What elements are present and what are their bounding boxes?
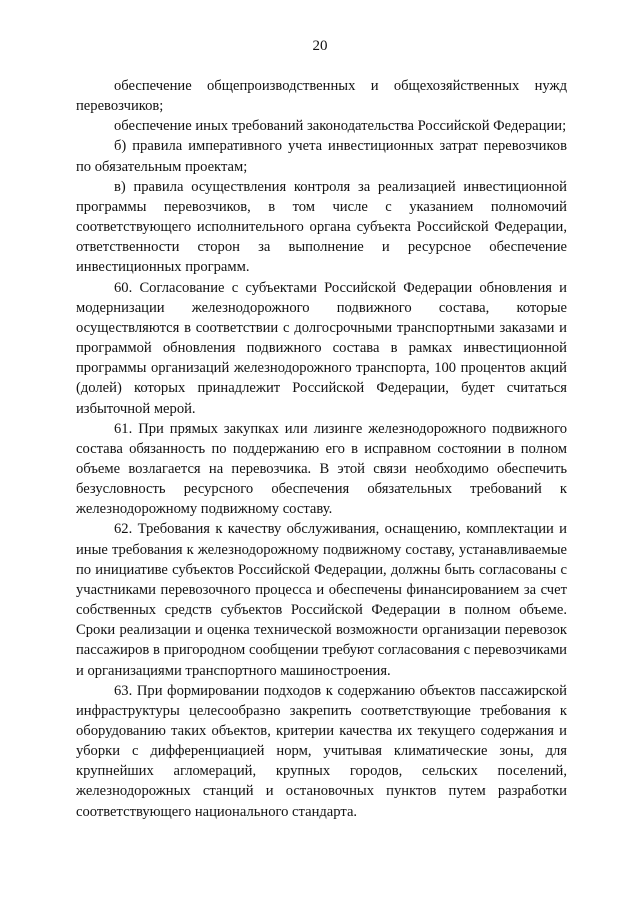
paragraph-other-requirements: обеспечение иных требований законодательства Российской Федерации; <box>114 118 567 135</box>
paragraph-61: 61. При прямых закупках или лизинге железнодорожного подвижного состава обязанность по поддержанию его в исправном состоянии в полном объеме возлагается на перевозчика. В этой связи необходимо обеспечить безусловность ресурсного обеспечения обязательных требований к железнодорожному подвижному составу. <box>76 420 567 518</box>
paragraph-62: 62. Требования к качеству обслуживания, оснащению, комплектации и иные требования к железнодорожному подвижному составу, устанавливаемые по инициативе субъектов Российской Федерации, должны быть согласованы с участниками перевозочного процесса и обеспечены финансированием за счет собственных средств субъектов Российской Федерации в полном объеме. Сроки реализации и оценка технической возможности организации перевозок пассажиров в пригородном сообщении требуют согласования с перевозчиками и организациями транспортного машиностроения. <box>76 521 567 679</box>
paragraph-63: 63. При формировании подходов к содержанию объектов пассажирской инфраструктуры целесообразно закрепить соответствующие требования к оборудованию таких объектов, критерии качества их текущего содержания и уборки с дифференциацией норм, учитывая климатические зоны, для крупнейших агломераций, крупных городов, сельских поселений, железнодорожных станций и остановочных пунктов путем разработки соответствующего национального стандарта. <box>76 682 567 820</box>
paragraph-60: 60. Согласование с субъектами Российской Федерации обновления и модернизации железнодорожного подвижного состава, которые осуществляются в соответствии с долгосрочными транспортными заказами и программой обновления подвижного состава в рамках инвестиционной программы организаций железнодорожного транспорта, 100 процентов акций (долей) которых принадлежит Российской Федерации, будет считаться избыточной мерой. <box>76 279 567 417</box>
paragraph-item-b: б) правила императивного учета инвестиционных затрат перевозчиков по обязательным проектам; <box>76 138 567 175</box>
paragraph-item-v: в) правила осуществления контроля за реализацией инвестиционной программы перевозчиков, в том числе с указанием полномочий соответствующего исполнительного органа субъекта Российской Федерации, ответственности сторон за выполнение и ресурсное обеспечение инвестиционных программ. <box>76 178 567 276</box>
page-number: 20 <box>312 38 328 54</box>
document-body <box>76 76 567 822</box>
paragraph-general-needs: обеспечение общепроизводственных и общехозяйственных нужд перевозчиков; <box>76 78 567 115</box>
